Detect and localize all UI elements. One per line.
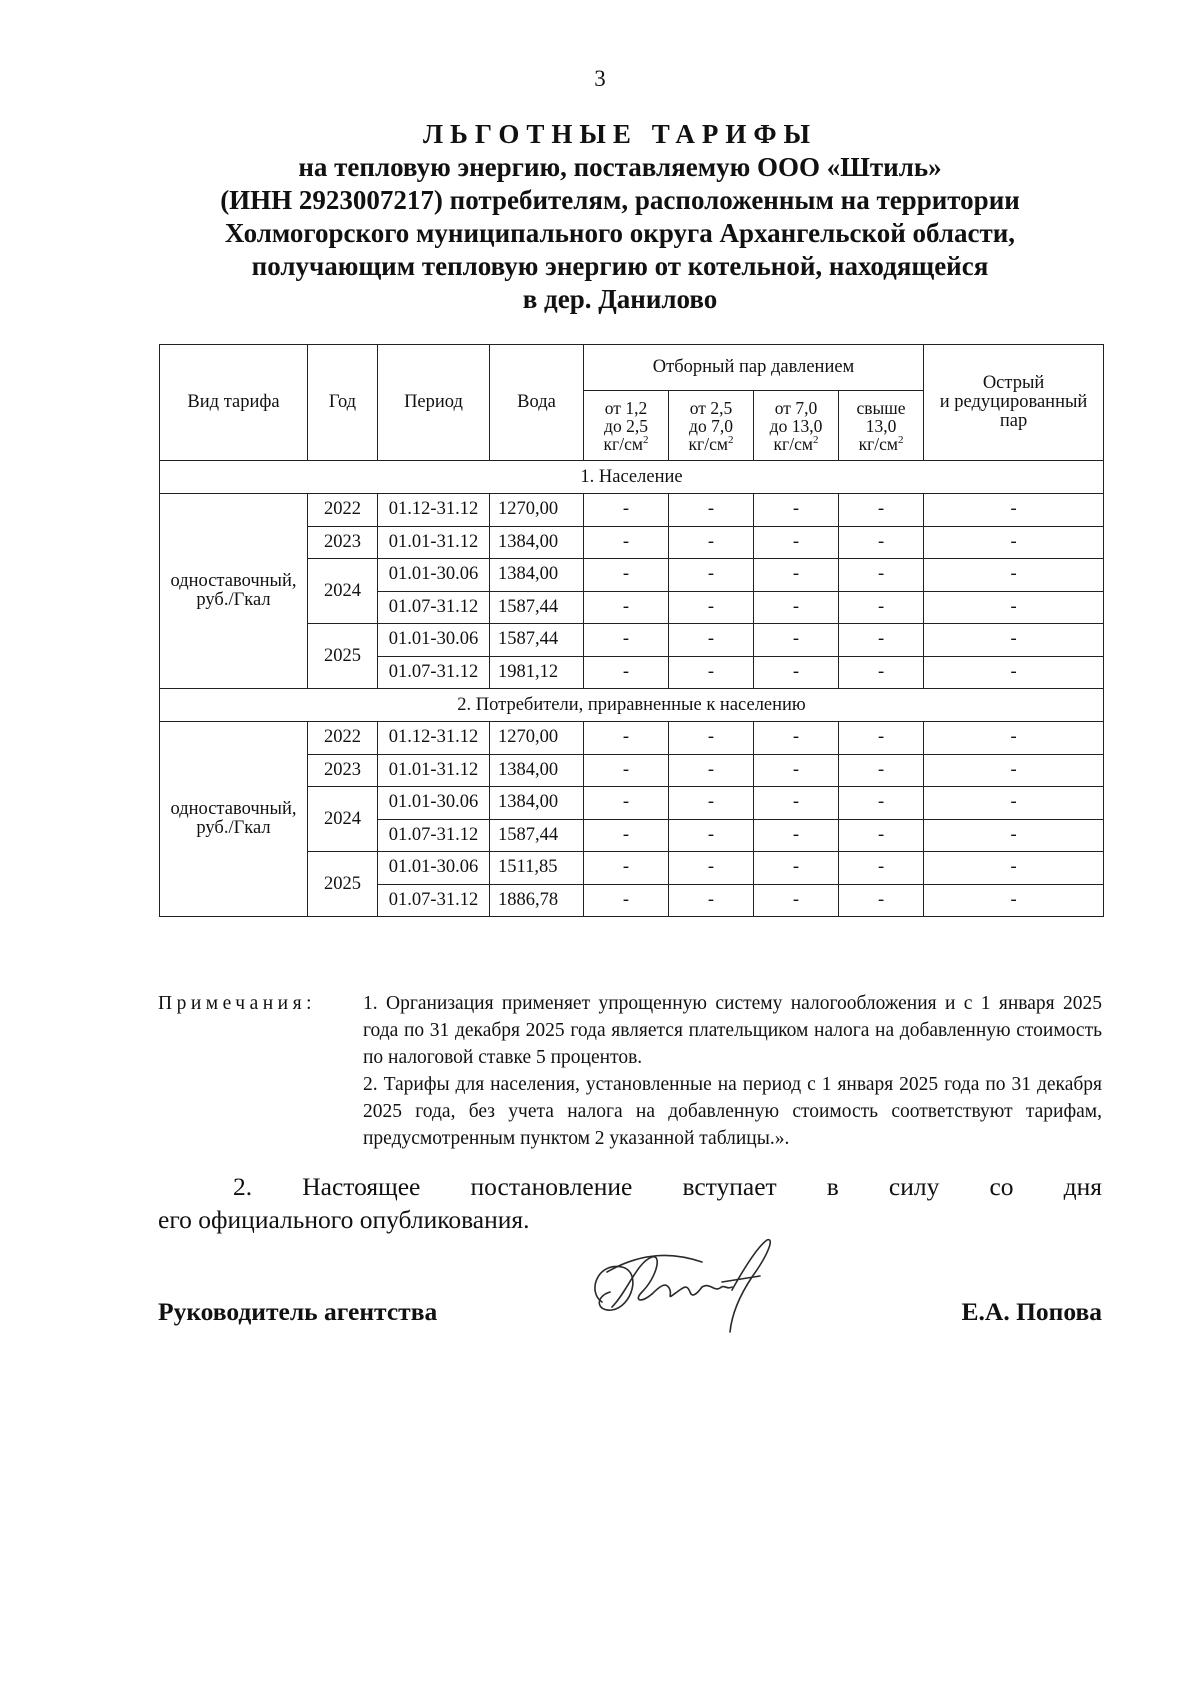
paragraph-line: 2. Настоящее постановление вступает в силу со дня xyxy=(233,1172,1102,1201)
value-cell: - xyxy=(584,722,669,755)
water-cell: 1587,44 xyxy=(490,819,584,852)
value-cell: - xyxy=(839,852,924,885)
note-item: 2. Тарифы для населения, установленные на период с 1 января 2025 года по 31 декабря 2025 года, без учета налога на добавленную стоимость соответствуют тарифам, предусмотренным пунктом 2 указанной таблицы.». xyxy=(363,1074,1102,1149)
value-cell: - xyxy=(754,526,839,559)
value-cell: - xyxy=(584,624,669,657)
section-title: 1. Население xyxy=(160,461,1104,494)
year-cell: 2025 xyxy=(308,624,378,689)
header-steam-col-2: от 2,5 до 7,0 $кг/см^2$ xyxy=(669,391,754,461)
value-cell: - xyxy=(924,787,1104,820)
water-cell: 1587,44 xyxy=(490,624,584,657)
value-cell: - xyxy=(839,494,924,527)
value-cell: - xyxy=(754,754,839,787)
year-cell: 2024 xyxy=(308,559,378,624)
header-year: Год xyxy=(308,345,378,461)
tariff-type-cell xyxy=(160,494,308,689)
tariffs-table xyxy=(159,344,1104,917)
section-title: 2. Потребители, приравненные к населению xyxy=(160,689,1104,722)
period-cell: 01.07-31.12 xyxy=(378,591,490,624)
period-cell: 01.01-31.12 xyxy=(378,526,490,559)
value-cell: - xyxy=(839,656,924,689)
notes xyxy=(158,990,1102,1152)
value-cell: - xyxy=(754,494,839,527)
handwritten-signature xyxy=(582,1232,782,1342)
value-cell: - xyxy=(669,754,754,787)
value-cell: - xyxy=(924,494,1104,527)
value-cell: - xyxy=(584,494,669,527)
header-sharp-steam xyxy=(924,345,1104,461)
tariff-type-line: одноставочный, xyxy=(170,799,297,819)
value-cell: - xyxy=(584,591,669,624)
tariff-type-line: руб./Гкал xyxy=(196,818,271,838)
table-row xyxy=(160,722,1104,755)
value-cell: - xyxy=(924,559,1104,592)
year-cell: 2025 xyxy=(308,852,378,917)
period-cell: 01.01-30.06 xyxy=(378,852,490,885)
period-cell: 01.01-30.06 xyxy=(378,624,490,657)
header-water: Вода xyxy=(490,345,584,461)
header-sharp-steam-line: Острый xyxy=(982,373,1045,393)
water-cell: 1270,00 xyxy=(490,494,584,527)
value-cell: - xyxy=(584,559,669,592)
value-cell: - xyxy=(754,787,839,820)
value-cell: - xyxy=(839,559,924,592)
value-cell: - xyxy=(839,591,924,624)
value-cell: - xyxy=(839,624,924,657)
value-cell: - xyxy=(584,526,669,559)
signatory-position: Руководитель агентства xyxy=(158,1297,438,1326)
value-cell: - xyxy=(754,852,839,885)
value-cell: - xyxy=(584,852,669,885)
value-cell: - xyxy=(584,656,669,689)
water-cell: 1270,00 xyxy=(490,722,584,755)
year-cell: 2023 xyxy=(308,754,378,787)
value-cell: - xyxy=(839,526,924,559)
header-sharp-steam-line: и редуцированный xyxy=(939,392,1088,412)
value-cell: - xyxy=(669,787,754,820)
water-cell: 1587,44 xyxy=(490,591,584,624)
period-cell: 01.07-31.12 xyxy=(378,819,490,852)
period-cell: 01.12-31.12 xyxy=(378,722,490,755)
value-cell: - xyxy=(924,884,1104,917)
water-cell: 1384,00 xyxy=(490,754,584,787)
value-cell: - xyxy=(754,559,839,592)
value-cell: - xyxy=(839,722,924,755)
period-cell: 01.07-31.12 xyxy=(378,656,490,689)
page-number: 3 xyxy=(594,66,606,91)
value-cell: - xyxy=(669,559,754,592)
period-cell: 01.01-31.12 xyxy=(378,754,490,787)
value-cell: - xyxy=(754,591,839,624)
value-cell: - xyxy=(669,852,754,885)
period-cell: 01.01-30.06 xyxy=(378,559,490,592)
water-cell: 1981,12 xyxy=(490,656,584,689)
section-row xyxy=(160,461,1104,494)
value-cell: - xyxy=(924,656,1104,689)
signatory-name: Е.А. Попова xyxy=(961,1297,1102,1326)
value-cell: - xyxy=(839,754,924,787)
value-cell: - xyxy=(754,884,839,917)
value-cell: - xyxy=(839,819,924,852)
value-cell: - xyxy=(839,787,924,820)
value-cell: - xyxy=(669,526,754,559)
year-cell: 2022 xyxy=(308,494,378,527)
year-cell: 2023 xyxy=(308,526,378,559)
value-cell: - xyxy=(924,526,1104,559)
value-cell: - xyxy=(754,656,839,689)
period-cell: 01.07-31.12 xyxy=(378,884,490,917)
water-cell: 1511,85 xyxy=(490,852,584,885)
value-cell: - xyxy=(924,852,1104,885)
value-cell: - xyxy=(669,494,754,527)
title-line: Холмогорского муниципального округа Архангельской области, xyxy=(224,218,1016,248)
value-cell: - xyxy=(669,656,754,689)
water-cell: 1886,78 xyxy=(490,884,584,917)
title-line: (ИНН 2923007217) потребителям, расположенным на территории xyxy=(220,185,1020,215)
table-row xyxy=(160,494,1104,527)
value-cell: - xyxy=(924,754,1104,787)
period-cell: 01.12-31.12 xyxy=(378,494,490,527)
water-cell: 1384,00 xyxy=(490,526,584,559)
notes-label: Примечания: xyxy=(158,993,316,1014)
value-cell: - xyxy=(669,884,754,917)
water-cell: 1384,00 xyxy=(490,787,584,820)
header-tariff-type: Вид тарифа xyxy=(160,345,308,461)
header-period: Период xyxy=(378,345,490,461)
value-cell: - xyxy=(669,722,754,755)
header-steam-group: Отборный пар давлением xyxy=(584,345,924,391)
header-steam-col-4: свыше 13,0 $кг/см^2$ xyxy=(839,391,924,461)
value-cell: - xyxy=(669,624,754,657)
header-steam-col-1: от 1,2 до 2,5 $кг/см^2$ xyxy=(584,391,669,461)
tariff-type-line: одноставочный, xyxy=(170,571,297,591)
value-cell: - xyxy=(754,819,839,852)
value-cell: - xyxy=(754,624,839,657)
value-cell: - xyxy=(924,722,1104,755)
header-sharp-steam-line: пар xyxy=(999,411,1028,431)
title-line: на тепловую энергию, поставляемую ООО «Штиль» xyxy=(298,152,942,182)
value-cell: - xyxy=(924,819,1104,852)
section-row xyxy=(160,689,1104,722)
value-cell: - xyxy=(839,884,924,917)
document-title xyxy=(150,118,1090,316)
value-cell: - xyxy=(584,819,669,852)
value-cell: - xyxy=(584,754,669,787)
value-cell: - xyxy=(924,624,1104,657)
tariff-type-line: руб./Гкал xyxy=(196,590,271,610)
value-cell: - xyxy=(584,884,669,917)
tariff-type-cell xyxy=(160,722,308,917)
value-cell: - xyxy=(924,591,1104,624)
value-cell: - xyxy=(669,591,754,624)
period-cell: 01.01-30.06 xyxy=(378,787,490,820)
year-cell: 2022 xyxy=(308,722,378,755)
water-cell: 1384,00 xyxy=(490,559,584,592)
value-cell: - xyxy=(669,819,754,852)
title-line: получающим тепловую энергию от котельной, находящейся xyxy=(251,251,989,281)
effective-date-paragraph xyxy=(158,1170,1102,1236)
title-main: ЛЬГОТНЫЕ ТАРИФЫ xyxy=(422,119,818,149)
title-line: в дер. Данилово xyxy=(522,284,718,314)
header-steam-col-3: от 7,0 до 13,0 $кг/см^2$ xyxy=(754,391,839,461)
value-cell: - xyxy=(584,787,669,820)
note-item: 1. Организация применяет упрощенную систему налогообложения и с 1 января 2025 года по 31 декабря 2025 года является плательщиком налога на добавленную стоимость по налоговой ставке 5 процентов. xyxy=(363,993,1102,1068)
paragraph-line: его официального опубликования. xyxy=(158,1205,530,1234)
value-cell: - xyxy=(754,722,839,755)
year-cell: 2024 xyxy=(308,787,378,852)
